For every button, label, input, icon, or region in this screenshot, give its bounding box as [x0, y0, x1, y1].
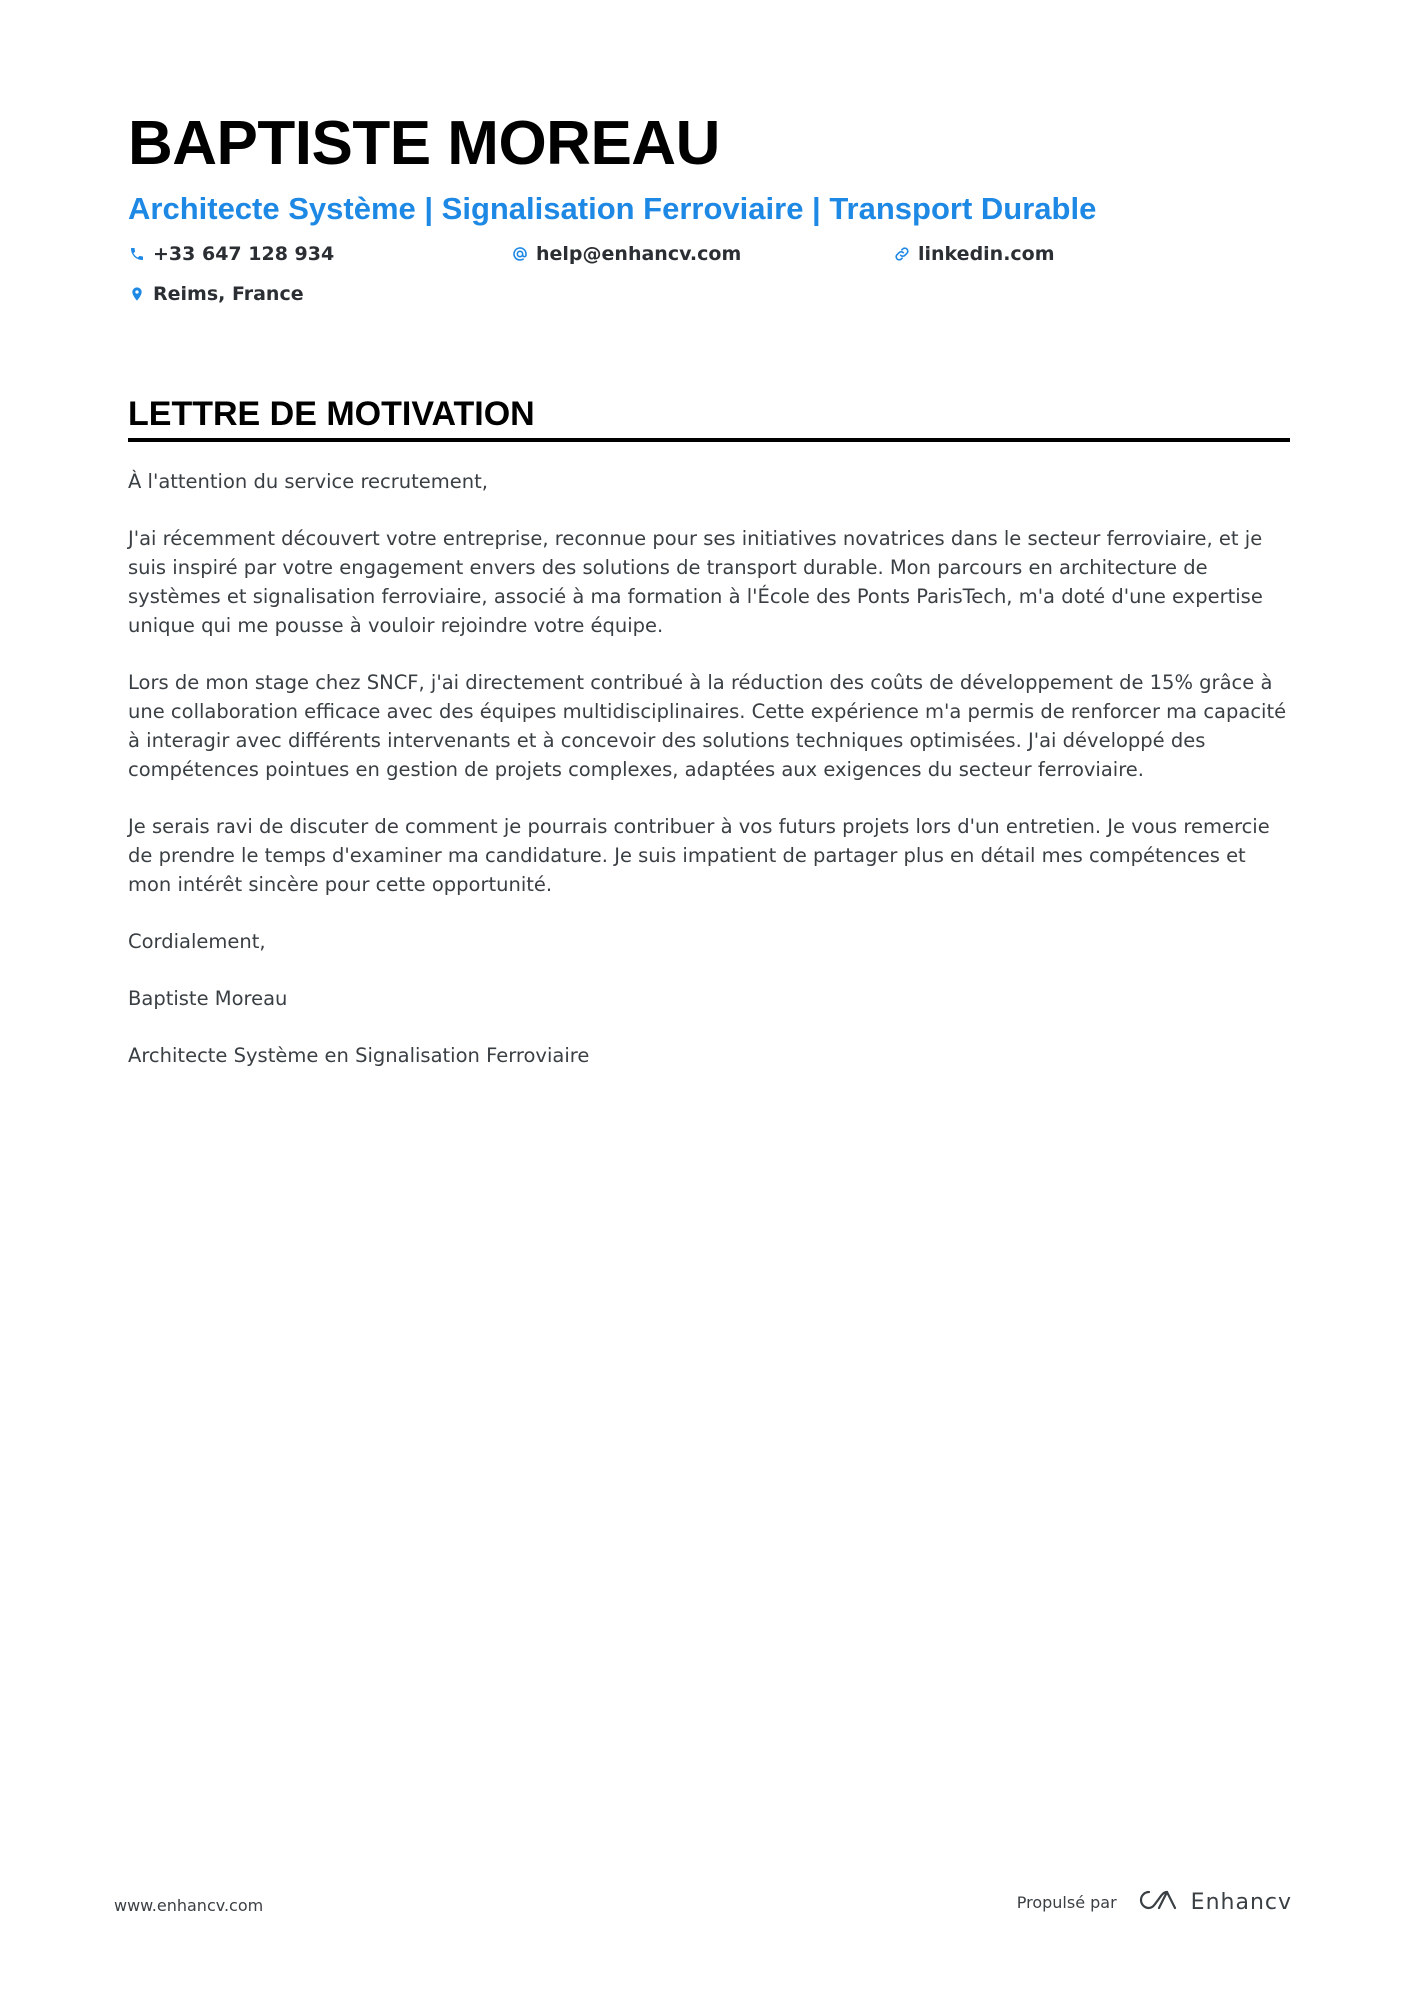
contact-email[interactable] — [511, 243, 741, 265]
section-divider — [128, 438, 1290, 442]
contact-link[interactable] — [893, 243, 1055, 265]
letter-closing: Cordialement, — [128, 930, 266, 953]
footer-powered-by — [1017, 1888, 1292, 1916]
at-icon — [511, 245, 529, 263]
powered-by-label: Propulsé par — [1016, 1892, 1117, 1912]
letter-paragraph: Lors de mon stage chez SNCF, j'ai directement contribué à la réduction des coûts de développement de 15% grâce à une collaboration efficace avec des équipes multidisciplinaires. Cette expérience m'a permis de renforcer ma capacité à interagir avec différents intervenants et à concevoir des solutions techniques optimisées. J'ai développé des compétences pointues en gestion de projets complexes, adaptées aux exigences du secteur ferroviaire. — [128, 671, 1287, 781]
letter-paragraph: J'ai récemment découvert votre entreprise, reconnue pour ses initiatives novatrices dans le secteur ferroviaire, et je suis inspiré par votre engagement envers des solutions de transport durable. Mon parcours en architecture de systèmes et signalisation ferroviaire, associé à ma formation à l'École des Ponts ParisTech, m'a doté d'une expertise unique qui me pousse à vouloir rejoindre votre équipe. — [128, 527, 1263, 637]
signature-title: Architecte Système en Signalisation Ferroviaire — [128, 1044, 590, 1067]
phone-icon — [128, 245, 146, 263]
section-title: LETTRE DE MOTIVATION — [128, 395, 535, 433]
candidate-title: Architecte Système | Signalisation Ferroviaire | Transport Durable — [128, 191, 1097, 226]
candidate-name: BAPTISTE MOREAU — [128, 109, 720, 178]
letter-body — [128, 467, 1290, 1098]
location-pin-icon — [128, 285, 146, 303]
contact-location — [128, 283, 304, 305]
letter-paragraph: Je serais ravi de discuter de comment je pourrais contribuer à vos futurs projets lors d'un entretien. Je vous remercie de prendre le temps d'examiner ma candidature. Je suis impatient de partager plus en détail mes compétences et mon intérêt sincère pour cette opportunité. — [128, 815, 1270, 896]
contact-location-text: Reims, France — [153, 283, 304, 305]
letter-salutation: À l'attention du service recrutement, — [128, 470, 488, 493]
contact-phone-text: +33 647 128 934 — [153, 243, 335, 265]
brand[interactable] — [1135, 1888, 1292, 1916]
contact-email-text: help@enhancv.com — [536, 243, 742, 265]
footer-url[interactable]: www.enhancv.com — [114, 1896, 264, 1915]
signature-name: Baptiste Moreau — [128, 987, 288, 1010]
contact-phone[interactable] — [128, 243, 334, 265]
brand-name: Enhancv — [1190, 1889, 1292, 1915]
enhancv-logo-icon — [1135, 1888, 1181, 1916]
link-icon — [893, 245, 911, 263]
contact-link-text: linkedin.com — [918, 243, 1055, 265]
